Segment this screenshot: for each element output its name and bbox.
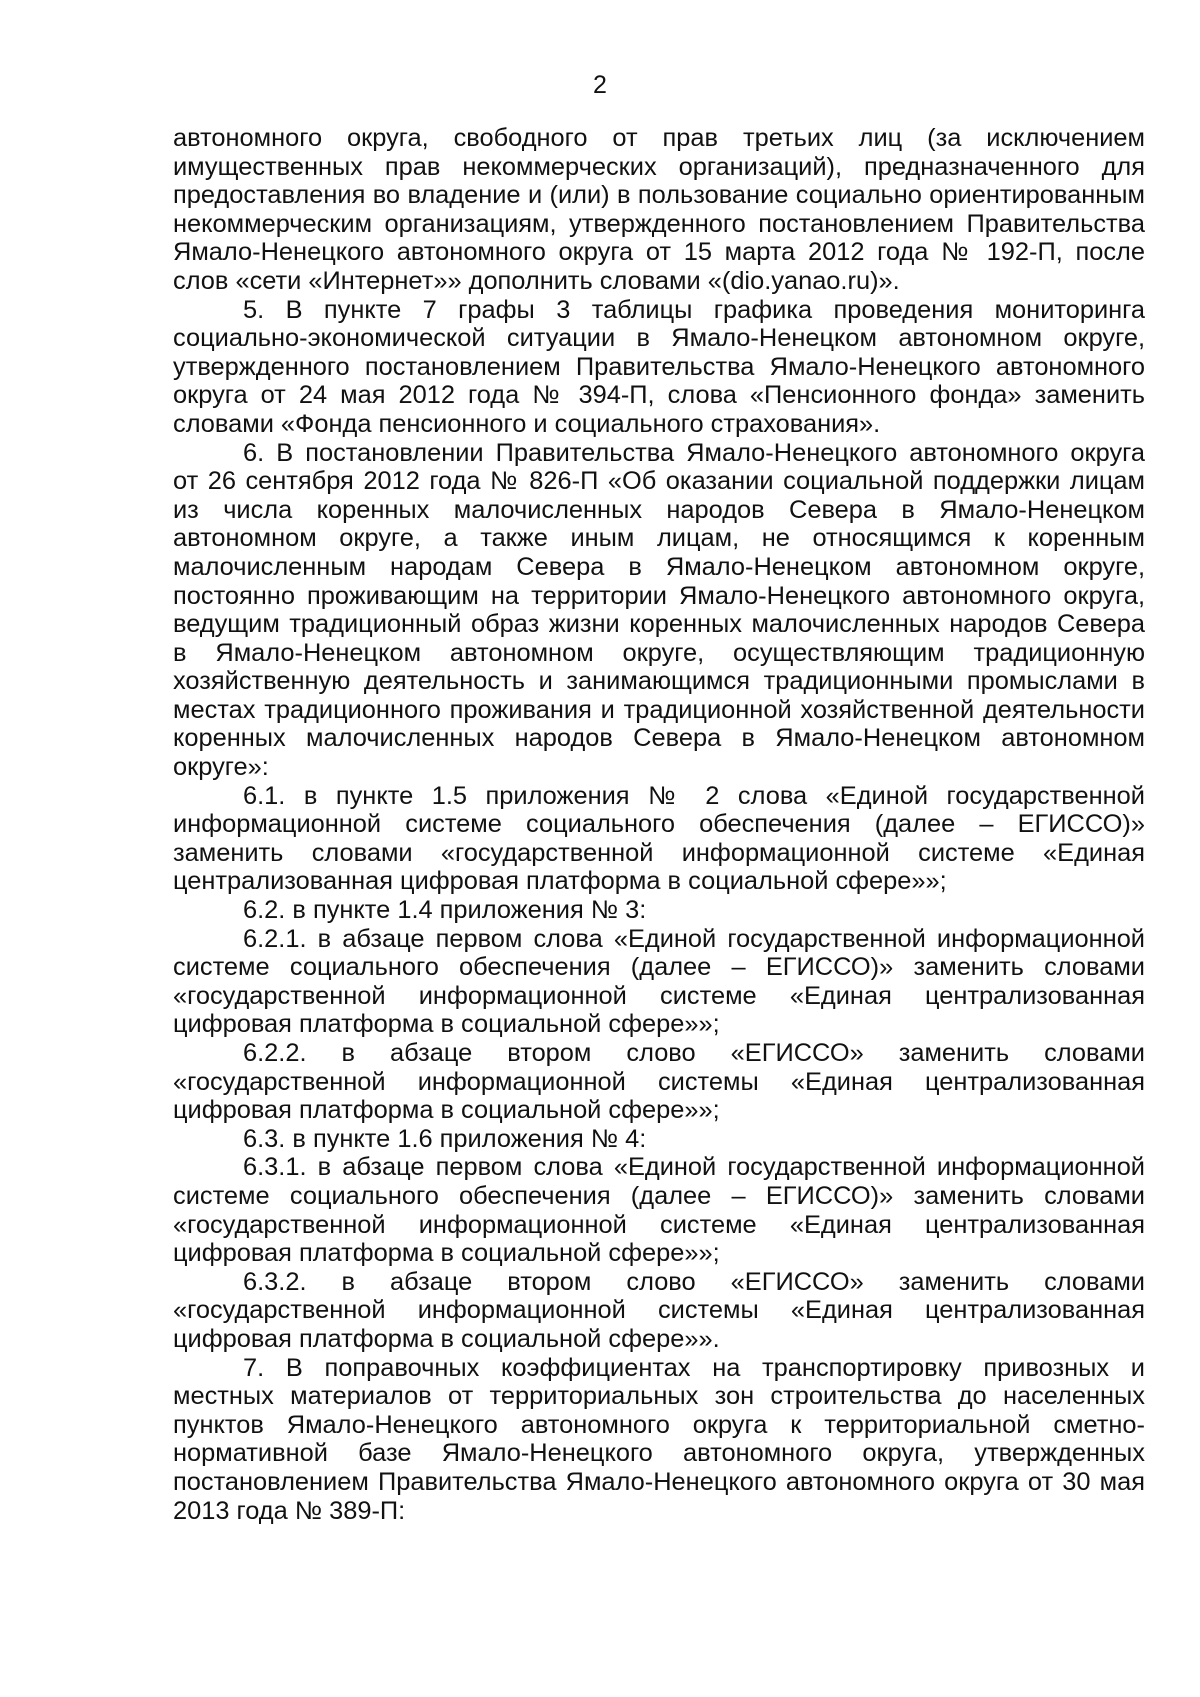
paragraph-item-6-1: 6.1. в пункте 1.5 приложения № 2 слова «Единой государственной информационной системе социального обеспечения (далее – ЕГИССО)» заменить словами «государственной информационной системе «Единая централизованная цифровая платформа в социальной сфере»»;: [173, 781, 1145, 896]
paragraph-item-7: 7. В поправочных коэффициентах на транспортировку привозных и местных материалов от территориальных зон строительства до населенных пунктов Ямало-Ненецкого автономного округа к территориальной сметно-нормативной базе Ямало-Ненецкого автономного округа, утвержденных постановлением Правительства Ямало-Ненецкого автономного округа от 30 мая 2013 года № 389-П:: [173, 1353, 1145, 1525]
paragraph-item-6-3: 6.3. в пункте 1.6 приложения № 4:: [243, 1124, 647, 1153]
paragraph-item-6-2: 6.2. в пункте 1.4 приложения № 3:: [243, 896, 647, 925]
paragraph-item-6-2-2: 6.2.2. в абзаце втором слово «ЕГИССО» заменить словами «государственной информационной системы «Единая централизованная цифровая платформа в социальной сфере»»;: [173, 1039, 1145, 1125]
paragraph-item-5: 5. В пункте 7 графы 3 таблицы графика проведения мониторинга социально-экономической ситуации в Ямало-Ненецком автономном округе, утвержденного постановлением Правительства Ямало-Ненецкого автономного округа от 24 мая 2012 года № 394-П, слова «Пенсионного фонда» заменить словами «Фонда пенсионного и социального страхования».: [173, 295, 1145, 438]
document-body: [173, 124, 1145, 1525]
page-number: 2: [593, 71, 607, 99]
paragraph-continuation: автономного округа, свободного от прав третьих лиц (за исключением имущественных прав некоммерческих организаций), предназначенного для предоставления во владение и (или) в пользование социально ориентированным некоммерческим организациям, утвержденного постановлением Правительства Ямало-Ненецкого автономного округа от 15 марта 2012 года № 192-П, после слов «сети «Интернет»» дополнить словами «(dio.yanao.ru)».: [173, 124, 1145, 295]
paragraph-item-6-3-2: 6.3.2. в абзаце втором слово «ЕГИССО» заменить словами «государственной информационной системы «Единая централизованная цифровая платформа в социальной сфере»».: [173, 1267, 1145, 1353]
paragraph-item-6-2-1: 6.2.1. в абзаце первом слова «Единой государственной информационной системе социального обеспечения (далее – ЕГИССО)» заменить словами «государственной информационной системе «Единая централизованная цифровая платформа в социальной сфере»»;: [173, 924, 1145, 1039]
paragraph-item-6: 6. В постановлении Правительства Ямало-Ненецкого автономного округа от 26 сентября 2012 года № 826-П «Об оказании социальной поддержки лицам из числа коренных малочисленных народов Севера в Ямало-Ненецком автономном округе, а также иным лицам, не относящимся к коренным малочисленным народам Севера в Ямало-Ненецком автономном округе, постоянно проживающим на территории Ямало-Ненецкого автономного округа, ведущим традиционный образ жизни коренных малочисленных народов Севера в Ямало-Ненецком автономном округе, осуществляющим традиционную хозяйственную деятельность и занимающимся традиционными промыслами в местах традиционного проживания и традиционной хозяйственной деятельности коренных малочисленных народов Севера в Ямало-Ненецком автономном округе»:: [173, 438, 1145, 782]
paragraph-item-6-3-1: 6.3.1. в абзаце первом слова «Единой государственной информационной системе социального обеспечения (далее – ЕГИССО)» заменить словами «государственной информационной системе «Единая централизованная цифровая платформа в социальной сфере»»;: [173, 1153, 1145, 1268]
